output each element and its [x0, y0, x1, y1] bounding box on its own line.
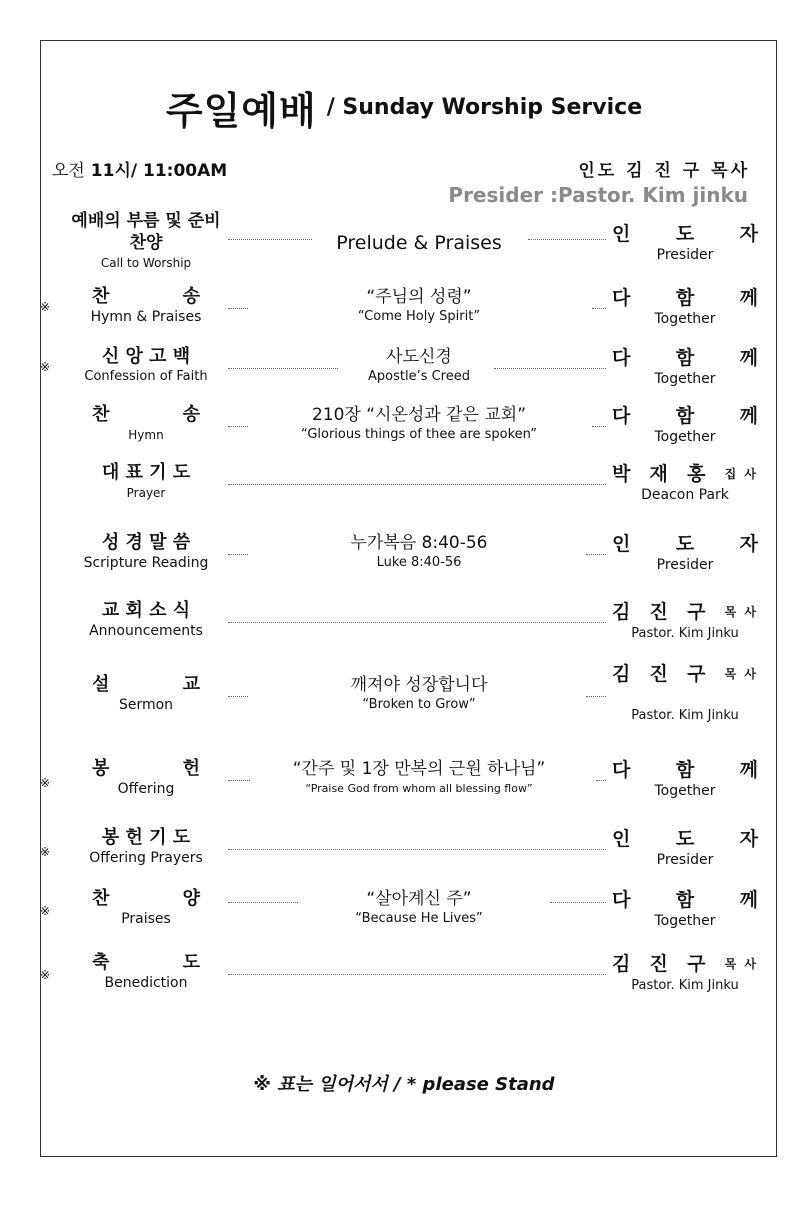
item-korean: 찬 송 — [92, 404, 200, 425]
item-subtitle: “Praise God from whom all blessing flow” — [305, 782, 533, 795]
item-leader: 다 함 께 — [612, 347, 758, 369]
item-subtitle: “Broken to Grow” — [362, 697, 476, 712]
stand-marker: ※ — [40, 360, 51, 374]
item-english: Offering Prayers — [89, 850, 203, 866]
item-subtitle: Luke 8:40-56 — [376, 555, 462, 570]
item-korean: 봉 헌 — [92, 758, 200, 779]
item-korean: 축 도 — [92, 952, 200, 973]
item-english: Confession of Faith — [84, 369, 208, 384]
dotted-leader — [596, 780, 606, 781]
item-korean: 예배의 부름 및 준비찬양 — [71, 211, 221, 253]
item-leader: 인 도 자 — [612, 223, 758, 245]
item-korean: 봉 헌 기 도 — [101, 827, 191, 848]
item-korean: 찬 송 — [92, 286, 200, 307]
item-leader-english: Pastor. Kim Jinku — [631, 978, 739, 993]
item-korean: 설 교 — [92, 674, 200, 695]
item-english: Benediction — [104, 975, 188, 991]
item-korean: 성 경 말 씀 — [101, 532, 191, 553]
stand-marker: ※ — [40, 776, 51, 790]
title-korean: 주일예배 — [165, 89, 317, 133]
item-leader-english: Pastor. Kim Jinku — [631, 626, 739, 641]
dotted-leader — [592, 308, 606, 309]
dotted-leader — [528, 239, 606, 240]
item-korean: 대 표 기 도 — [101, 462, 191, 483]
item-leader: 다 함 께 — [612, 405, 758, 427]
item-subtitle: “Because He Lives” — [355, 911, 483, 926]
item-leader: 다 함 께 — [612, 889, 758, 911]
item-subtitle: Apostle’s Creed — [367, 369, 470, 384]
item-english: Praises — [121, 911, 171, 927]
item-subtitle: “Come Holy Spirit” — [357, 309, 481, 324]
stand-note: ※ 표는 일어서서 / * please Stand — [253, 1074, 555, 1095]
dotted-leader — [228, 849, 606, 850]
item-leader-english: Pastor. Kim Jinku — [631, 708, 739, 723]
item-english: Hymn — [128, 428, 164, 442]
item-subtitle: “Glorious things of thee are spoken” — [301, 427, 537, 442]
time-value: 11시/ 11:00AM — [90, 161, 228, 181]
page-title — [0, 80, 808, 135]
item-english: Hymn & Praises — [90, 309, 202, 325]
item-title: “간주 및 1장 만복의 근원 하나님” — [292, 759, 546, 779]
item-leader-english: Together — [654, 783, 716, 799]
item-english: Sermon — [118, 697, 174, 713]
item-leader: 김 진 구 목 사 — [612, 601, 758, 623]
item-leader-english: Deacon Park — [641, 487, 729, 503]
item-korean: 교 회 소 식 — [101, 600, 191, 621]
item-korean: 신 앙 고 백 — [101, 346, 191, 367]
dotted-leader — [586, 554, 606, 555]
stand-marker: ※ — [40, 300, 51, 314]
item-leader-english: Presider — [656, 557, 714, 573]
item-leader: 인 도 자 — [612, 828, 758, 850]
title-english: / Sunday Worship Service — [326, 95, 643, 120]
item-title: 210장 “시온성과 같은 교회” — [311, 405, 527, 425]
dotted-leader — [550, 902, 606, 903]
item-english: Call to Worship — [100, 256, 192, 270]
stand-marker: ※ — [40, 904, 51, 918]
service-time — [52, 156, 227, 181]
time-prefix: 오전 — [52, 161, 85, 181]
item-english: Prayer — [126, 486, 166, 500]
item-title: 사도신경 — [386, 347, 452, 367]
item-leader-english: Together — [654, 913, 716, 929]
dotted-leader — [228, 622, 606, 623]
item-leader-english: Together — [654, 371, 716, 387]
item-leader: 인 도 자 — [612, 533, 758, 555]
item-leader: 박 재 홍 집 사 — [612, 463, 758, 485]
item-title: 깨져야 성장합니다 — [350, 675, 488, 695]
stand-marker: ※ — [40, 845, 51, 859]
item-english: Offering — [117, 781, 175, 797]
item-title: 누가복음 8:40-56 — [350, 533, 488, 553]
presider-korean: 인도 김 진 구 목사 — [578, 161, 750, 181]
item-leader: 김 진 구 목 사 — [612, 953, 758, 975]
dotted-leader — [228, 974, 606, 975]
item-title: “주님의 성령” — [366, 287, 472, 307]
item-leader-english: Together — [654, 311, 716, 327]
item-leader: 다 함 께 — [612, 759, 758, 781]
presider-english: Presider :Pastor. Kim jinku — [448, 183, 748, 207]
dotted-leader — [592, 426, 606, 427]
dotted-leader — [586, 696, 606, 697]
item-leader: 다 함 께 — [612, 287, 758, 309]
item-leader-english: Together — [654, 429, 716, 445]
item-korean: 찬 양 — [92, 888, 200, 909]
item-title: Prelude & Praises — [336, 232, 502, 254]
item-title: “살아계신 주” — [366, 889, 472, 909]
dotted-leader — [494, 368, 606, 369]
item-leader-english: Presider — [656, 247, 714, 263]
dotted-leader — [228, 484, 606, 485]
stand-marker: ※ — [40, 968, 51, 982]
item-leader: 김 진 구 목 사 — [612, 663, 758, 685]
item-english: Scripture Reading — [83, 555, 209, 571]
item-english: Announcements — [89, 623, 203, 639]
item-leader-english: Presider — [656, 852, 714, 868]
